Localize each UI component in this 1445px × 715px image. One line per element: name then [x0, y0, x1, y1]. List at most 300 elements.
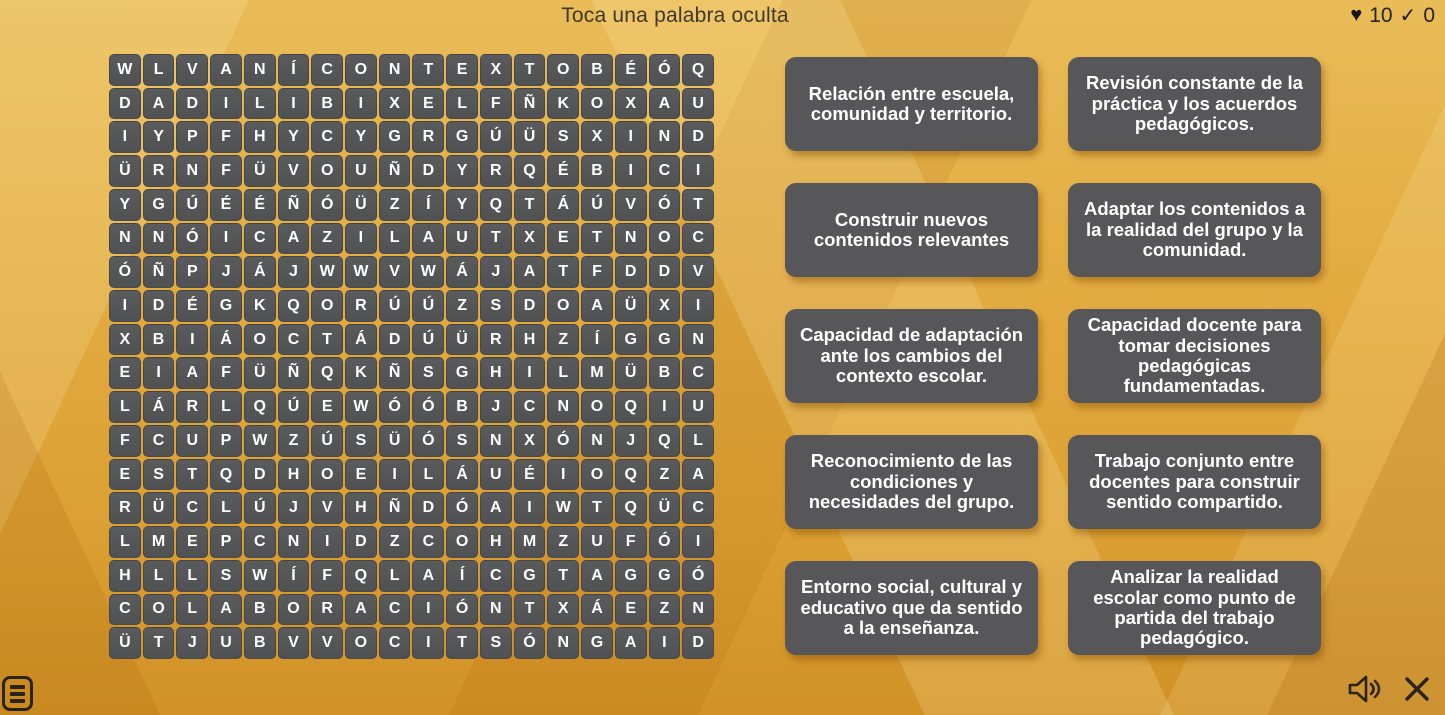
clue-card[interactable]: Reconocimiento de las condiciones y necesidades del grupo. [785, 435, 1038, 529]
letter-tile[interactable]: O [311, 290, 343, 322]
letter-tile[interactable]: F [581, 256, 613, 288]
letter-tile[interactable]: W [244, 560, 276, 592]
letter-tile[interactable]: C [682, 357, 714, 389]
letter-tile[interactable]: I [210, 223, 242, 255]
letter-tile[interactable]: W [345, 256, 377, 288]
letter-tile[interactable]: O [311, 155, 343, 187]
letter-tile[interactable]: A [615, 627, 647, 659]
letter-tile[interactable]: W [109, 54, 141, 86]
letter-tile[interactable]: D [379, 324, 411, 356]
letter-tile[interactable]: N [143, 223, 175, 255]
letter-tile[interactable]: N [480, 425, 512, 457]
letter-tile[interactable]: Ñ [379, 155, 411, 187]
letter-tile[interactable]: S [210, 560, 242, 592]
letter-tile[interactable]: B [244, 627, 276, 659]
letter-tile[interactable]: I [412, 594, 444, 626]
letter-tile[interactable]: I [514, 492, 546, 524]
letter-tile[interactable]: Q [210, 459, 242, 491]
letter-tile[interactable]: D [682, 627, 714, 659]
letter-tile[interactable]: Z [649, 594, 681, 626]
letter-tile[interactable]: J [176, 627, 208, 659]
letter-tile[interactable]: E [547, 223, 579, 255]
letter-tile[interactable]: Á [210, 324, 242, 356]
letter-tile[interactable]: V [311, 627, 343, 659]
clue-card[interactable]: Trabajo conjunto entre docentes para construir sentido compartido. [1068, 435, 1321, 529]
letter-tile[interactable]: D [345, 526, 377, 558]
letter-tile[interactable]: O [244, 324, 276, 356]
letter-tile[interactable]: S [412, 357, 444, 389]
letter-tile[interactable]: Ü [109, 627, 141, 659]
letter-tile[interactable]: H [345, 492, 377, 524]
letter-tile[interactable]: H [109, 560, 141, 592]
letter-tile[interactable]: G [379, 121, 411, 153]
letter-tile[interactable]: N [649, 121, 681, 153]
letter-tile[interactable]: S [480, 627, 512, 659]
letter-tile[interactable]: U [210, 627, 242, 659]
letter-tile[interactable]: Í [412, 189, 444, 221]
letter-tile[interactable]: O [143, 594, 175, 626]
letter-tile[interactable]: B [581, 155, 613, 187]
letter-tile[interactable]: D [244, 459, 276, 491]
letter-tile[interactable]: C [311, 121, 343, 153]
letter-tile[interactable]: T [514, 54, 546, 86]
letter-tile[interactable]: H [480, 357, 512, 389]
letter-tile[interactable]: Z [547, 324, 579, 356]
letter-tile[interactable]: Ñ [278, 189, 310, 221]
letter-tile[interactable]: N [581, 425, 613, 457]
letter-tile[interactable]: L [682, 425, 714, 457]
letter-tile[interactable]: B [649, 357, 681, 389]
letter-tile[interactable]: Ú [412, 290, 444, 322]
letter-tile[interactable]: C [143, 425, 175, 457]
letter-tile[interactable]: Y [278, 121, 310, 153]
letter-tile[interactable]: J [210, 256, 242, 288]
letter-tile[interactable]: E [311, 391, 343, 423]
letter-tile[interactable]: Ú [311, 425, 343, 457]
letter-tile[interactable]: I [143, 357, 175, 389]
letter-tile[interactable]: A [278, 223, 310, 255]
letter-tile[interactable]: C [176, 492, 208, 524]
letter-tile[interactable]: Z [649, 459, 681, 491]
letter-tile[interactable]: T [547, 256, 579, 288]
letter-tile[interactable]: Q [615, 459, 647, 491]
letter-tile[interactable]: Á [143, 391, 175, 423]
clue-card[interactable]: Revisión constante de la práctica y los acuerdos pedagógicos. [1068, 57, 1321, 151]
letter-tile[interactable]: P [210, 425, 242, 457]
letter-tile[interactable]: C [109, 594, 141, 626]
letter-tile[interactable]: Ñ [514, 88, 546, 120]
letter-tile[interactable]: Ü [379, 425, 411, 457]
letter-tile[interactable]: I [615, 155, 647, 187]
letter-tile[interactable]: N [615, 223, 647, 255]
letter-tile[interactable]: F [210, 357, 242, 389]
letter-tile[interactable]: A [176, 357, 208, 389]
letter-tile[interactable]: S [547, 121, 579, 153]
letter-tile[interactable]: B [244, 594, 276, 626]
letter-tile[interactable]: Á [547, 189, 579, 221]
letter-tile[interactable]: V [278, 155, 310, 187]
letter-tile[interactable]: Í [581, 324, 613, 356]
letter-tile[interactable]: L [176, 560, 208, 592]
letter-tile[interactable]: C [278, 324, 310, 356]
letter-tile[interactable]: V [176, 54, 208, 86]
letter-tile[interactable]: Y [109, 189, 141, 221]
letter-tile[interactable]: F [109, 425, 141, 457]
letter-tile[interactable]: F [210, 155, 242, 187]
letter-tile[interactable]: W [547, 492, 579, 524]
letter-tile[interactable]: R [176, 391, 208, 423]
letter-tile[interactable]: Ó [649, 189, 681, 221]
letter-tile[interactable]: U [446, 223, 478, 255]
letter-tile[interactable]: D [682, 121, 714, 153]
letter-tile[interactable]: O [547, 290, 579, 322]
letter-tile[interactable]: Q [649, 425, 681, 457]
letter-tile[interactable]: W [311, 256, 343, 288]
letter-tile[interactable]: K [547, 88, 579, 120]
letter-tile[interactable]: M [581, 357, 613, 389]
letter-tile[interactable]: P [176, 256, 208, 288]
letter-tile[interactable]: Ó [412, 425, 444, 457]
letter-tile[interactable]: Q [682, 54, 714, 86]
letter-tile[interactable]: C [514, 391, 546, 423]
letter-tile[interactable]: B [311, 88, 343, 120]
letter-tile[interactable]: X [379, 88, 411, 120]
letter-tile[interactable]: A [514, 256, 546, 288]
letter-tile[interactable]: L [244, 88, 276, 120]
letter-tile[interactable]: R [480, 155, 512, 187]
letter-tile[interactable]: O [345, 627, 377, 659]
letter-tile[interactable]: J [480, 256, 512, 288]
letter-tile[interactable]: T [176, 459, 208, 491]
letter-tile[interactable]: Ú [581, 189, 613, 221]
letter-tile[interactable]: Ü [345, 189, 377, 221]
letter-tile[interactable]: Ü [244, 155, 276, 187]
letter-tile[interactable]: N [682, 324, 714, 356]
letter-tile[interactable]: D [649, 256, 681, 288]
letter-tile[interactable]: X [547, 594, 579, 626]
letter-tile[interactable]: J [278, 256, 310, 288]
letter-tile[interactable]: N [547, 391, 579, 423]
letter-tile[interactable]: G [649, 324, 681, 356]
letter-tile[interactable]: I [682, 290, 714, 322]
letter-tile[interactable]: K [345, 357, 377, 389]
letter-tile[interactable]: Ú [278, 391, 310, 423]
letter-tile[interactable]: D [615, 256, 647, 288]
letter-tile[interactable]: N [480, 594, 512, 626]
letter-tile[interactable]: Ñ [143, 256, 175, 288]
letter-tile[interactable]: B [143, 324, 175, 356]
clue-card[interactable]: Construir nuevos contenidos relevantes [785, 183, 1038, 277]
letter-tile[interactable]: I [109, 121, 141, 153]
letter-tile[interactable]: W [345, 391, 377, 423]
letter-tile[interactable]: E [176, 526, 208, 558]
letter-tile[interactable]: D [143, 290, 175, 322]
letter-tile[interactable]: L [210, 492, 242, 524]
letter-tile[interactable]: Ú [244, 492, 276, 524]
letter-tile[interactable]: Y [446, 189, 478, 221]
letter-tile[interactable]: Ü [244, 357, 276, 389]
letter-tile[interactable]: G [581, 627, 613, 659]
letter-tile[interactable]: K [244, 290, 276, 322]
clue-card[interactable]: Relación entre escuela, comunidad y territorio. [785, 57, 1038, 151]
letter-tile[interactable]: Ü [109, 155, 141, 187]
letter-tile[interactable]: N [547, 627, 579, 659]
letter-tile[interactable]: Ü [446, 324, 478, 356]
letter-tile[interactable]: O [311, 459, 343, 491]
letter-tile[interactable]: D [412, 155, 444, 187]
letter-tile[interactable]: U [480, 459, 512, 491]
letter-tile[interactable]: L [412, 459, 444, 491]
letter-tile[interactable]: Ú [176, 189, 208, 221]
letter-tile[interactable]: C [480, 560, 512, 592]
letter-tile[interactable]: R [412, 121, 444, 153]
letter-tile[interactable]: N [176, 155, 208, 187]
letter-tile[interactable]: Q [311, 357, 343, 389]
letter-tile[interactable]: D [412, 492, 444, 524]
letter-tile[interactable]: E [412, 88, 444, 120]
letter-tile[interactable]: G [210, 290, 242, 322]
letter-tile[interactable]: D [514, 290, 546, 322]
letter-tile[interactable]: O [547, 54, 579, 86]
letter-tile[interactable]: Z [311, 223, 343, 255]
letter-tile[interactable]: I [682, 155, 714, 187]
letter-tile[interactable]: H [514, 324, 546, 356]
letter-tile[interactable]: Z [278, 425, 310, 457]
letter-tile[interactable]: I [514, 357, 546, 389]
letter-tile[interactable]: D [176, 88, 208, 120]
letter-tile[interactable]: B [446, 391, 478, 423]
letter-tile[interactable]: I [649, 391, 681, 423]
letter-tile[interactable]: L [446, 88, 478, 120]
letter-tile[interactable]: G [446, 357, 478, 389]
letter-tile[interactable]: É [514, 459, 546, 491]
letter-tile[interactable]: O [581, 391, 613, 423]
letter-tile[interactable]: H [278, 459, 310, 491]
letter-tile[interactable]: U [682, 391, 714, 423]
letter-tile[interactable]: Í [446, 560, 478, 592]
letter-tile[interactable]: A [210, 594, 242, 626]
letter-tile[interactable]: O [581, 88, 613, 120]
letter-tile[interactable]: É [547, 155, 579, 187]
letter-tile[interactable]: V [682, 256, 714, 288]
letter-tile[interactable]: G [446, 121, 478, 153]
letter-tile[interactable]: W [244, 425, 276, 457]
letter-tile[interactable]: Ó [176, 223, 208, 255]
letter-tile[interactable]: E [109, 459, 141, 491]
letter-tile[interactable]: V [278, 627, 310, 659]
letter-tile[interactable]: I [547, 459, 579, 491]
letter-tile[interactable]: Ó [514, 627, 546, 659]
letter-tile[interactable]: C [682, 223, 714, 255]
letter-tile[interactable]: Í [278, 560, 310, 592]
letter-tile[interactable]: T [547, 560, 579, 592]
letter-tile[interactable]: V [615, 189, 647, 221]
letter-tile[interactable]: Á [345, 324, 377, 356]
letter-tile[interactable]: Á [446, 459, 478, 491]
letter-tile[interactable]: N [278, 526, 310, 558]
letter-tile[interactable]: V [379, 256, 411, 288]
letter-tile[interactable]: R [311, 594, 343, 626]
letter-tile[interactable]: E [615, 594, 647, 626]
letter-tile[interactable]: Y [446, 155, 478, 187]
close-icon[interactable] [1403, 675, 1431, 703]
letter-tile[interactable]: Ñ [278, 357, 310, 389]
menu-list-icon[interactable] [2, 676, 33, 711]
letter-tile[interactable]: L [210, 391, 242, 423]
letter-tile[interactable]: É [176, 290, 208, 322]
letter-tile[interactable]: C [412, 526, 444, 558]
letter-tile[interactable]: X [480, 54, 512, 86]
letter-tile[interactable]: O [345, 54, 377, 86]
letter-tile[interactable]: I [649, 627, 681, 659]
letter-tile[interactable]: É [615, 54, 647, 86]
letter-tile[interactable]: I [278, 88, 310, 120]
letter-tile[interactable]: L [143, 54, 175, 86]
letter-tile[interactable]: C [682, 492, 714, 524]
letter-tile[interactable]: É [210, 189, 242, 221]
letter-tile[interactable]: C [379, 594, 411, 626]
letter-tile[interactable]: Z [446, 290, 478, 322]
letter-tile[interactable]: Ó [311, 189, 343, 221]
letter-tile[interactable]: L [176, 594, 208, 626]
letter-tile[interactable]: I [412, 627, 444, 659]
letter-tile[interactable]: X [649, 290, 681, 322]
letter-tile[interactable]: A [649, 88, 681, 120]
letter-tile[interactable]: U [345, 155, 377, 187]
letter-tile[interactable]: A [682, 459, 714, 491]
letter-tile[interactable]: I [345, 88, 377, 120]
letter-tile[interactable]: Í [278, 54, 310, 86]
letter-tile[interactable]: L [379, 223, 411, 255]
letter-tile[interactable]: T [682, 189, 714, 221]
letter-tile[interactable]: G [514, 560, 546, 592]
letter-tile[interactable]: F [615, 526, 647, 558]
clue-card[interactable]: Capacidad docente para tomar decisiones pedagógicas fundamentadas. [1068, 309, 1321, 403]
letter-tile[interactable]: C [244, 526, 276, 558]
letter-tile[interactable]: Á [446, 256, 478, 288]
letter-tile[interactable]: S [345, 425, 377, 457]
speaker-icon[interactable] [1345, 673, 1383, 705]
letter-tile[interactable]: Ü [649, 492, 681, 524]
letter-tile[interactable]: U [581, 526, 613, 558]
letter-tile[interactable]: L [143, 560, 175, 592]
letter-tile[interactable]: R [345, 290, 377, 322]
letter-tile[interactable]: A [412, 223, 444, 255]
letter-tile[interactable]: S [446, 425, 478, 457]
letter-tile[interactable]: X [109, 324, 141, 356]
letter-tile[interactable]: Ó [109, 256, 141, 288]
letter-tile[interactable]: G [615, 324, 647, 356]
letter-tile[interactable]: A [412, 560, 444, 592]
letter-tile[interactable]: Ó [649, 526, 681, 558]
letter-tile[interactable]: J [278, 492, 310, 524]
letter-tile[interactable]: T [412, 54, 444, 86]
letter-tile[interactable]: H [480, 526, 512, 558]
letter-tile[interactable]: M [143, 526, 175, 558]
letter-tile[interactable]: L [109, 391, 141, 423]
letter-tile[interactable]: L [109, 526, 141, 558]
letter-tile[interactable]: X [581, 121, 613, 153]
letter-tile[interactable]: N [682, 594, 714, 626]
letter-tile[interactable]: A [345, 594, 377, 626]
letter-tile[interactable]: U [176, 425, 208, 457]
letter-tile[interactable]: Ó [379, 391, 411, 423]
letter-tile[interactable]: Ü [615, 290, 647, 322]
letter-tile[interactable]: T [581, 223, 613, 255]
letter-tile[interactable]: H [244, 121, 276, 153]
letter-tile[interactable]: B [581, 54, 613, 86]
letter-tile[interactable]: Q [480, 189, 512, 221]
letter-tile[interactable]: Ü [514, 121, 546, 153]
letter-tile[interactable]: T [311, 324, 343, 356]
letter-tile[interactable]: Z [379, 526, 411, 558]
letter-tile[interactable]: P [210, 526, 242, 558]
letter-tile[interactable]: N [379, 54, 411, 86]
letter-tile[interactable]: J [615, 425, 647, 457]
letter-tile[interactable]: L [547, 357, 579, 389]
letter-tile[interactable]: Ó [446, 594, 478, 626]
letter-tile[interactable]: N [244, 54, 276, 86]
letter-tile[interactable]: A [480, 492, 512, 524]
letter-tile[interactable]: O [649, 223, 681, 255]
letter-tile[interactable]: P [176, 121, 208, 153]
clue-card[interactable]: Analizar la realidad escolar como punto de partida del trabajo pedagógico. [1068, 561, 1321, 655]
letter-tile[interactable]: V [311, 492, 343, 524]
letter-tile[interactable]: A [581, 560, 613, 592]
letter-tile[interactable]: T [514, 189, 546, 221]
letter-tile[interactable]: N [109, 223, 141, 255]
letter-tile[interactable]: Q [514, 155, 546, 187]
letter-tile[interactable]: E [109, 357, 141, 389]
letter-tile[interactable]: M [514, 526, 546, 558]
letter-tile[interactable]: I [615, 121, 647, 153]
letter-tile[interactable]: Ó [547, 425, 579, 457]
letter-tile[interactable]: E [345, 459, 377, 491]
letter-tile[interactable]: I [682, 526, 714, 558]
letter-tile[interactable]: Ó [412, 391, 444, 423]
letter-tile[interactable]: Ü [615, 357, 647, 389]
letter-tile[interactable]: E [446, 54, 478, 86]
letter-tile[interactable]: S [143, 459, 175, 491]
letter-tile[interactable]: T [446, 627, 478, 659]
letter-tile[interactable]: Ú [379, 290, 411, 322]
letter-tile[interactable]: Ú [480, 121, 512, 153]
letter-tile[interactable]: Z [547, 526, 579, 558]
letter-tile[interactable]: L [379, 560, 411, 592]
letter-tile[interactable]: Y [143, 121, 175, 153]
letter-tile[interactable]: Ó [446, 492, 478, 524]
letter-tile[interactable]: U [682, 88, 714, 120]
letter-tile[interactable]: I [210, 88, 242, 120]
letter-tile[interactable]: R [480, 324, 512, 356]
letter-tile[interactable]: F [480, 88, 512, 120]
letter-tile[interactable]: I [176, 324, 208, 356]
letter-tile[interactable]: Ü [143, 492, 175, 524]
letter-tile[interactable]: T [514, 594, 546, 626]
letter-tile[interactable]: Ñ [379, 357, 411, 389]
letter-tile[interactable]: I [345, 223, 377, 255]
letter-tile[interactable]: Ú [412, 324, 444, 356]
letter-tile[interactable]: D [109, 88, 141, 120]
letter-tile[interactable]: T [143, 627, 175, 659]
letter-tile[interactable]: Q [615, 391, 647, 423]
letter-tile[interactable]: Q [278, 290, 310, 322]
letter-tile[interactable]: G [649, 560, 681, 592]
letter-tile[interactable]: Q [345, 560, 377, 592]
letter-tile[interactable]: G [143, 189, 175, 221]
letter-tile[interactable]: Ó [682, 560, 714, 592]
letter-tile[interactable]: Q [244, 391, 276, 423]
